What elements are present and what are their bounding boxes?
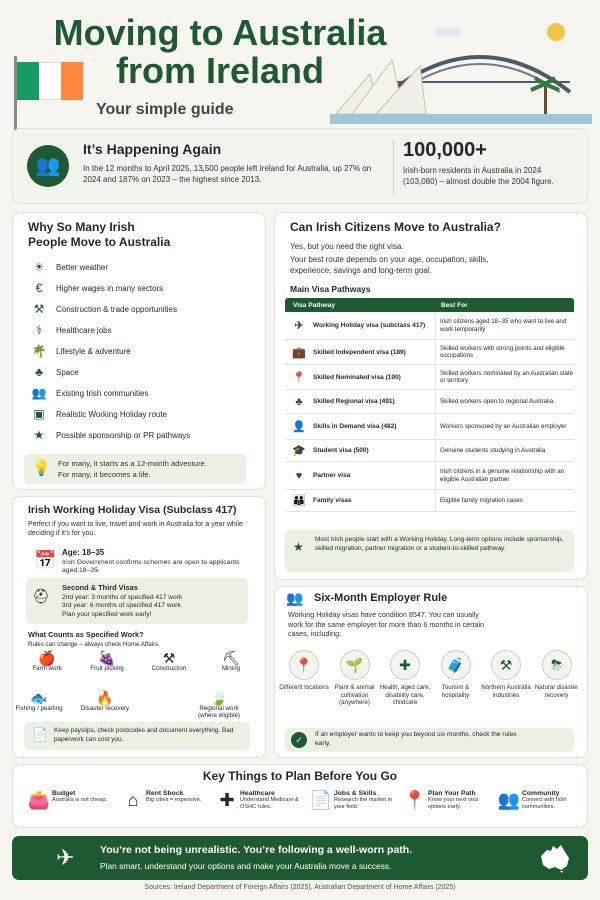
- wallet-icon: 👛: [27, 790, 51, 810]
- visa-name: Skilled Independent visa (189): [313, 348, 406, 356]
- reason-label: Higher wages in many sectors: [56, 283, 164, 293]
- visa-row: [285, 414, 574, 440]
- work-label: Fishing / pearling: [15, 704, 63, 712]
- work-type: [14, 690, 64, 712]
- why-title: Why So Many Irish People Move to Australia: [28, 220, 171, 249]
- visa-best-for: Skilled workers with strong points and eligible occupations: [435, 340, 574, 364]
- work-label: Mining: [221, 664, 241, 672]
- calendar-icon: 📅: [34, 550, 57, 570]
- plan-item: [308, 790, 398, 811]
- plan-item: [214, 790, 304, 811]
- reason-label: Lifestyle & adventure: [56, 346, 131, 356]
- reason-item: [30, 341, 131, 361]
- case-label: Different locations: [279, 684, 329, 691]
- passport-icon: ▣: [33, 407, 45, 421]
- page-title: Moving to Australia from Ireland: [53, 12, 387, 91]
- visa-row: [285, 490, 574, 512]
- plan-item-desc: Australia is not cheap.: [52, 797, 108, 803]
- six-note: ✓ If an employer wants to keep you beyond six months, check the rules early.: [285, 728, 574, 752]
- community-icon: 👥: [497, 790, 521, 810]
- document-icon: 📄: [309, 790, 333, 810]
- graduation-cap-icon: 🎓: [292, 445, 306, 457]
- reason-label: Construction & trade opportunities: [56, 304, 177, 314]
- location-pin-icon: 📍: [289, 650, 319, 680]
- visa-intro: Yes, but you need the right visa.: [290, 242, 404, 251]
- reason-label: Existing Irish communities: [56, 388, 149, 398]
- reason-label: Better weather: [56, 262, 109, 272]
- pickaxe-icon: ⛏: [222, 650, 240, 666]
- second-third-box: ⛑ Second & Third Visas 2nd year: 3 months of specified 417 work 3rd year: 6 months of specified 417 work Plan your specified work early!: [26, 578, 248, 624]
- health-icon: ✚: [390, 650, 420, 680]
- visa-row: [285, 340, 574, 365]
- visa-row: [285, 312, 574, 340]
- case-label: Northern Australia industries: [481, 684, 531, 699]
- payslip-tip: 📄 Keep payslips, check postcodes and document everything. Bad paperwork can cost you.: [24, 722, 250, 750]
- work-label: Regional work (where eligible): [198, 704, 240, 719]
- reason-item: [30, 320, 112, 340]
- reason-item: [30, 425, 190, 445]
- visa-best-for: Workers sponsored by an Australian employer: [435, 414, 574, 439]
- sydney-skyline-icon: [330, 14, 592, 126]
- plan-item: [402, 790, 492, 811]
- age-text: Irish Government confirms schemes are open to applicants aged 18–35.: [62, 559, 240, 574]
- work-label: Fruit picking: [90, 664, 124, 672]
- plan-item-title: Healthcare: [240, 790, 275, 797]
- reason-item: [30, 383, 148, 403]
- plan-item-desc: Connect with Irish communities.: [522, 797, 567, 810]
- whv-title: Irish Working Holiday Visa (Subclass 417): [28, 504, 237, 516]
- visa-best-for: Eligible family migration cases: [435, 490, 574, 511]
- work-type: [80, 690, 130, 712]
- location-pin-icon: 📍: [292, 371, 306, 384]
- six-text: Working Holiday visas have condition 8547. You can usually work for the same employer for more than 6 months in certain cases, including:: [288, 610, 485, 638]
- work-label: Construction: [151, 664, 187, 672]
- plan-item: [120, 790, 210, 811]
- luggage-icon: 🧳: [441, 650, 471, 680]
- shield-icon: ✚: [219, 790, 235, 810]
- palm-tree-icon: 🌴: [31, 344, 47, 358]
- visa-note: ★ Most Irish people start with a Working Holiday. Long-term options include sponsorship, skilled migration, partner migration or a student-to-skilled pathway.: [285, 530, 574, 572]
- briefcase-icon: 💼: [292, 346, 306, 359]
- person-icon: 👤: [292, 421, 306, 433]
- visa-best-for: Skilled workers nominated by an Australian state or territory: [435, 365, 574, 389]
- family-icon: 👪: [292, 495, 306, 507]
- work-label: Disaster recovery: [80, 704, 130, 712]
- tree-icon: ♣: [295, 395, 303, 408]
- leaf-icon: 🍃: [210, 690, 228, 706]
- plan-item-title: Budget: [52, 790, 76, 797]
- sources: Sources: Ireland Department of Foreign Affairs (2025), Australian Department of Home Affairs (2025): [144, 884, 456, 891]
- spec-sub: Rules can change – always check Home Affairs.: [28, 641, 160, 648]
- plan-item-title: Plan Your Path: [428, 790, 476, 797]
- tree-icon: ♣: [35, 365, 43, 379]
- plan-item-title: Jobs & Skills: [334, 790, 377, 797]
- visa-row: [285, 440, 574, 462]
- reason-label: Possible sponsorship or PR pathways: [56, 430, 191, 440]
- visa-best-for: Irish citizens aged 18–35 who want to live and work temporarily: [435, 312, 574, 339]
- visa-name: Partner visa: [313, 472, 351, 479]
- community-icon: 👥: [31, 386, 47, 400]
- tools-icon: ⚒: [491, 650, 521, 680]
- visa-row: [285, 390, 574, 414]
- visa-name: Skilled Nominated visa (190): [313, 373, 401, 381]
- visa-name: Family visas: [313, 497, 352, 504]
- stat-value: 100,000+: [403, 139, 487, 161]
- reason-label: Space: [56, 367, 79, 377]
- visa-best-for: Genuine students studying in Australia: [435, 440, 574, 461]
- work-type: [206, 650, 256, 672]
- six-title: Six-Month Employer Rule: [314, 592, 448, 604]
- case-label: Tourism & hospitality: [441, 684, 470, 699]
- plan-item-desc: Big cities = expensive.: [146, 797, 202, 803]
- people-icon: 👥: [286, 590, 304, 606]
- visa-title: Can Irish Citizens Move to Australia?: [290, 220, 501, 234]
- case-label: Natural disaster recovery: [534, 684, 579, 699]
- why-note: 💡 For many, it starts as a 12-month adventure. For many, it becomes a life.: [24, 454, 246, 484]
- plane-icon: ✈: [56, 845, 75, 870]
- hard-hat-icon: ⛑: [32, 588, 50, 604]
- age-title: Age: 18–35: [62, 548, 105, 557]
- visa-name: Student visa (500): [313, 447, 369, 454]
- fire-icon: 🔥: [96, 690, 114, 706]
- reason-item: [30, 257, 108, 277]
- visa-best-for: Irish citizens in a genuine relationship with an eligible Australian partner: [435, 462, 574, 489]
- stat-text: Irish-born residents in Australia in 2024 (103,080) – almost double the 2004 figure.: [403, 166, 554, 186]
- fish-icon: 🐟: [30, 690, 48, 706]
- visa-table-header: Visa Pathway Best For: [285, 298, 574, 312]
- work-label: Farm work: [32, 664, 62, 672]
- reason-item: [30, 278, 163, 298]
- apple-icon: 🍎: [38, 650, 56, 666]
- reason-label: Healthcare jobs: [56, 325, 112, 335]
- visa-name: Skilled Regional visa (491): [313, 398, 395, 405]
- lightbulb-icon: 💡: [32, 460, 51, 477]
- people-icon: 👥: [27, 145, 69, 187]
- heart-icon: ♥: [295, 469, 303, 482]
- plan-item-desc: Research the market in your field.: [334, 797, 392, 810]
- star-icon: ★: [293, 540, 304, 554]
- visa-row: [285, 365, 574, 390]
- plan-title: Key Things to Plan Before You Go: [202, 769, 398, 783]
- storm-icon: ⛈: [542, 650, 572, 680]
- divider: [393, 139, 394, 195]
- stethoscope-icon: ⚕: [35, 323, 43, 337]
- euro-icon: €: [35, 281, 43, 295]
- star-icon: ★: [33, 428, 45, 442]
- plan-item-desc: Know your next visa options early.: [428, 797, 479, 810]
- work-type: [22, 650, 72, 672]
- sun-icon: ☀: [33, 260, 45, 274]
- visa-name: Working Holiday visa (subclass 417): [313, 322, 426, 329]
- plane-icon: ✈: [294, 320, 304, 332]
- tools-icon: ⚒: [33, 302, 45, 316]
- case-label: Plant & animal cultivation (anywhere): [334, 684, 375, 706]
- reason-label: Realistic Working Holiday route: [56, 409, 168, 419]
- closing-banner: ✈ You’re not being unrealistic. You’re following a well-worn path. Plan smart, understand your options and make your Australia move a success.: [12, 836, 588, 880]
- plan-item-desc: Understand Medicare & OSHC rules.: [240, 797, 299, 810]
- check-icon: ✓: [291, 732, 307, 748]
- spec-title: What Counts as Specified Work?: [28, 630, 144, 639]
- visa-name: Skills in Demand visa (482): [313, 423, 397, 430]
- visa-text: Your best route depends on your age, occupation, skills, experience, savings and long-term goal.: [290, 255, 489, 275]
- whv-intro: Perfect if you want to live, travel and work in Australia for a year while deciding if it’s for you.: [28, 521, 243, 537]
- reason-item: [30, 404, 167, 424]
- plan-item-title: Community: [522, 790, 560, 797]
- hammer-icon: ⚒: [162, 650, 176, 666]
- happening-title: It’s Happening Again: [83, 141, 222, 157]
- plant-icon: 🌱: [340, 650, 370, 680]
- plan-item: [496, 790, 586, 811]
- document-icon: 📄: [32, 727, 49, 742]
- plan-item-title: Rent Shock: [146, 790, 184, 797]
- location-pin-icon: 📍: [403, 790, 427, 810]
- reason-item: [30, 362, 79, 382]
- page-subtitle: Your simple guide: [96, 101, 234, 118]
- work-type: [144, 650, 194, 672]
- australia-map-icon: [538, 842, 572, 874]
- visa-row: [285, 462, 574, 490]
- work-type: [194, 690, 244, 720]
- plan-item: [26, 790, 116, 811]
- case-label: Health, aged care, disability care, childcare: [379, 684, 431, 706]
- reason-item: [30, 299, 177, 319]
- grapes-icon: 🍇: [98, 650, 116, 666]
- house-icon: ⌂: [127, 790, 139, 810]
- visa-best-for: Skilled workers open to regional Australia: [435, 390, 574, 413]
- happening-card: [12, 128, 588, 204]
- pathways-title: Main Visa Pathways: [290, 284, 371, 294]
- happening-text: In the 12 months to April 2025, 13,500 people left Ireland for Australia, up 27% on 2024 and 187% on 2023 – the highest since 2013.: [83, 164, 372, 184]
- work-type: [82, 650, 132, 672]
